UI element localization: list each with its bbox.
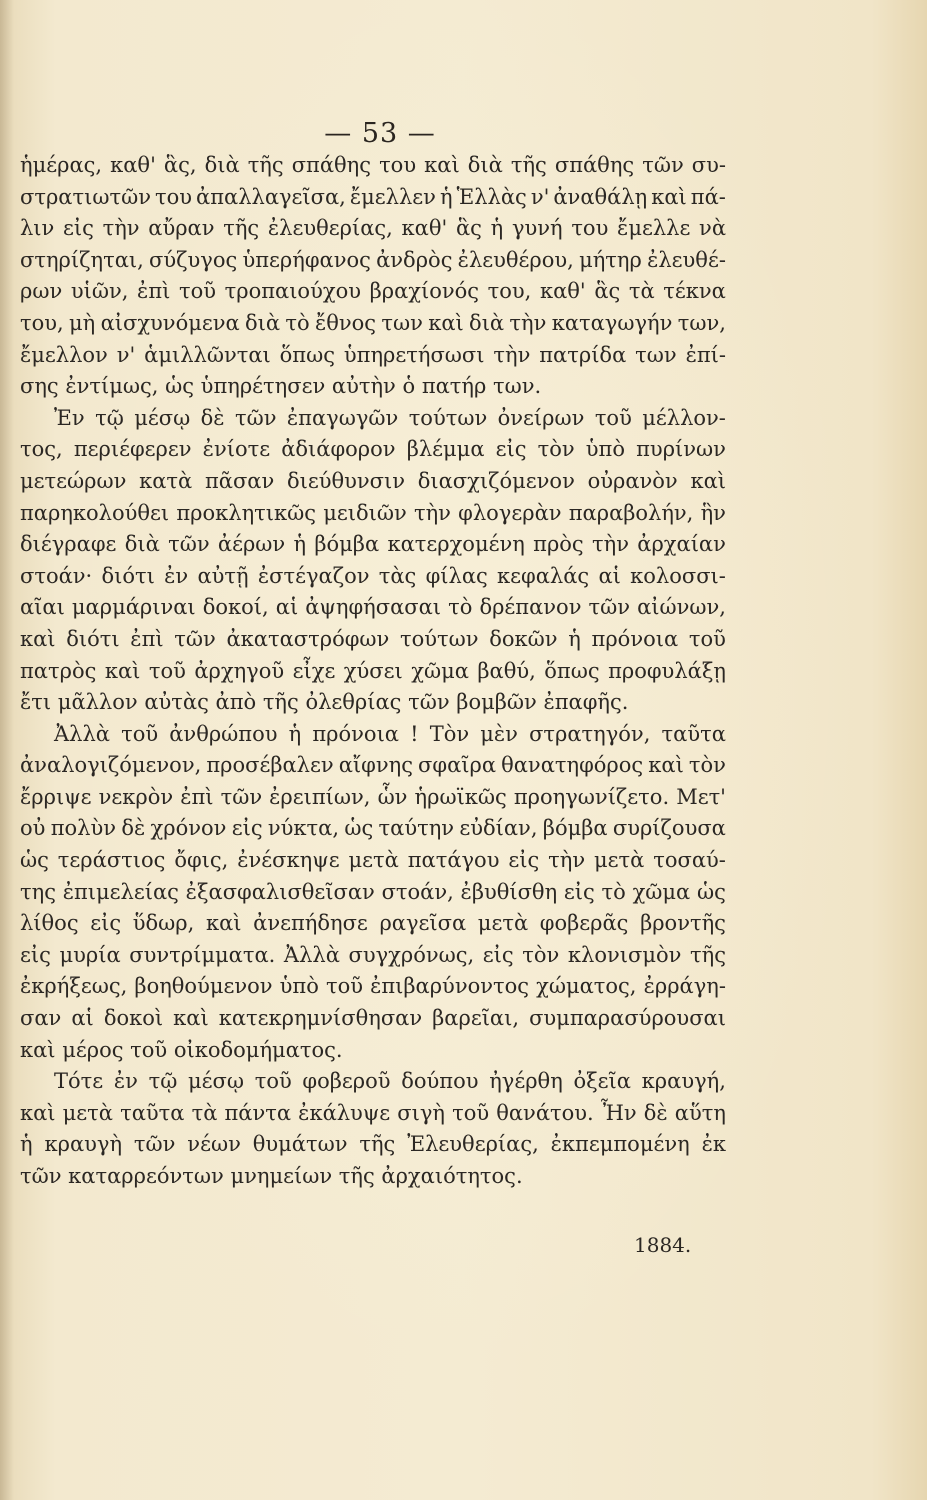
text-line: Ἐν τῷ μέσῳ δὲ τῶν ἐπαγωγῶν τούτων ὀνείρων τοῦ μέλλον- [54, 405, 726, 430]
text-line: παρηκολούθει προκλητικῶς μειδιῶν τὴν φλογερὰν παραβολήν, ἣν [20, 500, 726, 525]
body-text [20, 150, 726, 1193]
text-line: ρων υἱῶν, ἐπὶ τοῦ τροπαιούχου βραχίονός του, καθ' ἃς τὰ τέκνα [20, 279, 726, 304]
page-number: — 53 — [324, 118, 436, 149]
text-line: ἔμελλον ν' ἁμιλλῶνται ὅπως ὑπηρετήσωσι τὴν πατρίδα των ἐπί- [20, 342, 726, 367]
text-line: σαν αἱ δοκοὶ καὶ κατεκρημνίσθησαν βαρεῖαι, συμπαρασύρουσαι [20, 1006, 726, 1031]
text-line: ὡς τεράστιος ὄφις, ἐνέσκηψε μετὰ πατάγου εἰς τὴν μετὰ τοσαύ- [20, 848, 726, 873]
text-line: του, μὴ αἰσχυνόμενα διὰ τὸ ἔθνος των καὶ διὰ τὴν καταγωγήν των, [20, 310, 726, 335]
text-line: Ἀλλὰ τοῦ ἀνθρώπου ἡ πρόνοια ! Τὸν μὲν στρατηγόν, ταῦτα [54, 721, 726, 746]
text-line: ἔρριψε νεκρὸν ἐπὶ τῶν ἐρειπίων, ὧν ἡρωϊκῶς προηγωνίζετο. Μετ' [20, 784, 726, 809]
text-line: αῖαι μαρμάριναι δοκοί, αἱ ἀψηφήσασαι τὸ δρέπανον τῶν αἰώνων, [20, 595, 726, 620]
text-line: στοάν· διότι ἐν αὐτῇ ἐστέγαζον τὰς φίλας κεφαλάς αἱ κολοσσι- [20, 563, 726, 588]
text-line: μετεώρων κατὰ πᾶσαν διεύθυνσιν διασχιζόμενον οὐρανὸν καὶ [20, 468, 726, 493]
text-line: εἰς μυρία συντρίμματα. Ἀλλὰ συγχρόνως, εἰς τὸν κλονισμὸν τῆς [20, 942, 726, 967]
text-line: καὶ μετὰ ταῦτα τὰ πάντα ἐκάλυψε σιγὴ τοῦ θανάτου. Ἦν δὲ αὕτη [20, 1100, 726, 1125]
text-line: σης ἐντίμως, ὡς ὑπηρέτησεν αὐτὴν ὁ πατήρ των. [20, 374, 542, 399]
text-line: καὶ μέρος τοῦ οἰκοδομήματος. [20, 1037, 343, 1062]
text-line: ἔτι μᾶλλον αὐτὰς ἀπὸ τῆς ὀλεθρίας τῶν βομβῶν ἐπαφῆς. [20, 690, 629, 715]
date-signature: 1884. [634, 1233, 692, 1257]
text-line: στρατιωτῶν του ἀπαλλαγεῖσα, ἔμελλεν ἡ Ἑλλὰς ν' ἀναθάλῃ καὶ πά- [20, 184, 726, 209]
text-line: πατρὸς καὶ τοῦ ἀρχηγοῦ εἶχε χύσει χῶμα βαθύ, ὅπως προφυλάξῃ [20, 658, 726, 683]
text-line: τος, περιέφερεν ἐνίοτε ἀδιάφορον βλέμμα εἰς τὸν ὑπὸ πυρίνων [20, 437, 726, 462]
text-line: ἀναλογιζόμενον, προσέβαλεν αἴφνης σφαῖρα θανατηφόρος καὶ τὸν [20, 753, 726, 778]
binding-shadow [0, 0, 14, 1500]
text-line: καὶ διότι ἐπὶ τῶν ἀκαταστρόφων τούτων δοκῶν ἡ πρόνοια τοῦ [20, 626, 726, 651]
text-line: οὐ πολὺν δὲ χρόνον εἰς νύκτα, ὡς ταύτην εὐδίαν, βόμβα συρίζουσα [20, 816, 726, 841]
text-line: στηρίζηται, σύζυγος ὑπερήφανος ἀνδρὸς ἐλευθέρου, μήτηρ ἐλευθέ- [20, 247, 726, 272]
text-line: λίθος εἰς ὕδωρ, καὶ ἀνεπήδησε ραγεῖσα μετὰ φοβερᾶς βροντῆς [20, 911, 726, 936]
text-line: διέγραφε διὰ τῶν ἀέρων ἡ βόμβα κατερχομένη πρὸς τὴν ἀρχαίαν [20, 532, 726, 557]
text-line: ἐκρήξεως, βοηθούμενον ὑπὸ τοῦ ἐπιβαρύνοντος χώματος, ἐρράγη- [20, 974, 726, 999]
text-line: Τότε ἐν τῷ μέσῳ τοῦ φοβεροῦ δούπου ἠγέρθη ὀξεῖα κραυγή, [54, 1069, 726, 1094]
text-line: της ἐπιμελείας ἐξασφαλισθεῖσαν στοάν, ἐβυθίσθη εἰς τὸ χῶμα ὡς [20, 879, 726, 904]
text-line: ἡ κραυγὴ τῶν νέων θυμάτων τῆς Ἐλευθερίας, ἐκπεμπομένη ἐκ [20, 1132, 726, 1157]
text-line: ἡμέρας, καθ' ἃς, διὰ τῆς σπάθης του καὶ διὰ τῆς σπάθης τῶν συ- [20, 153, 726, 177]
text-line: λιν εἰς τὴν αὔραν τῆς ἐλευθερίας, καθ' ἃς ἡ γυνή του ἔμελλε νὰ [20, 216, 726, 241]
text-line: τῶν καταρρεόντων μνημείων τῆς ἀρχαιότητος. [20, 1164, 523, 1188]
